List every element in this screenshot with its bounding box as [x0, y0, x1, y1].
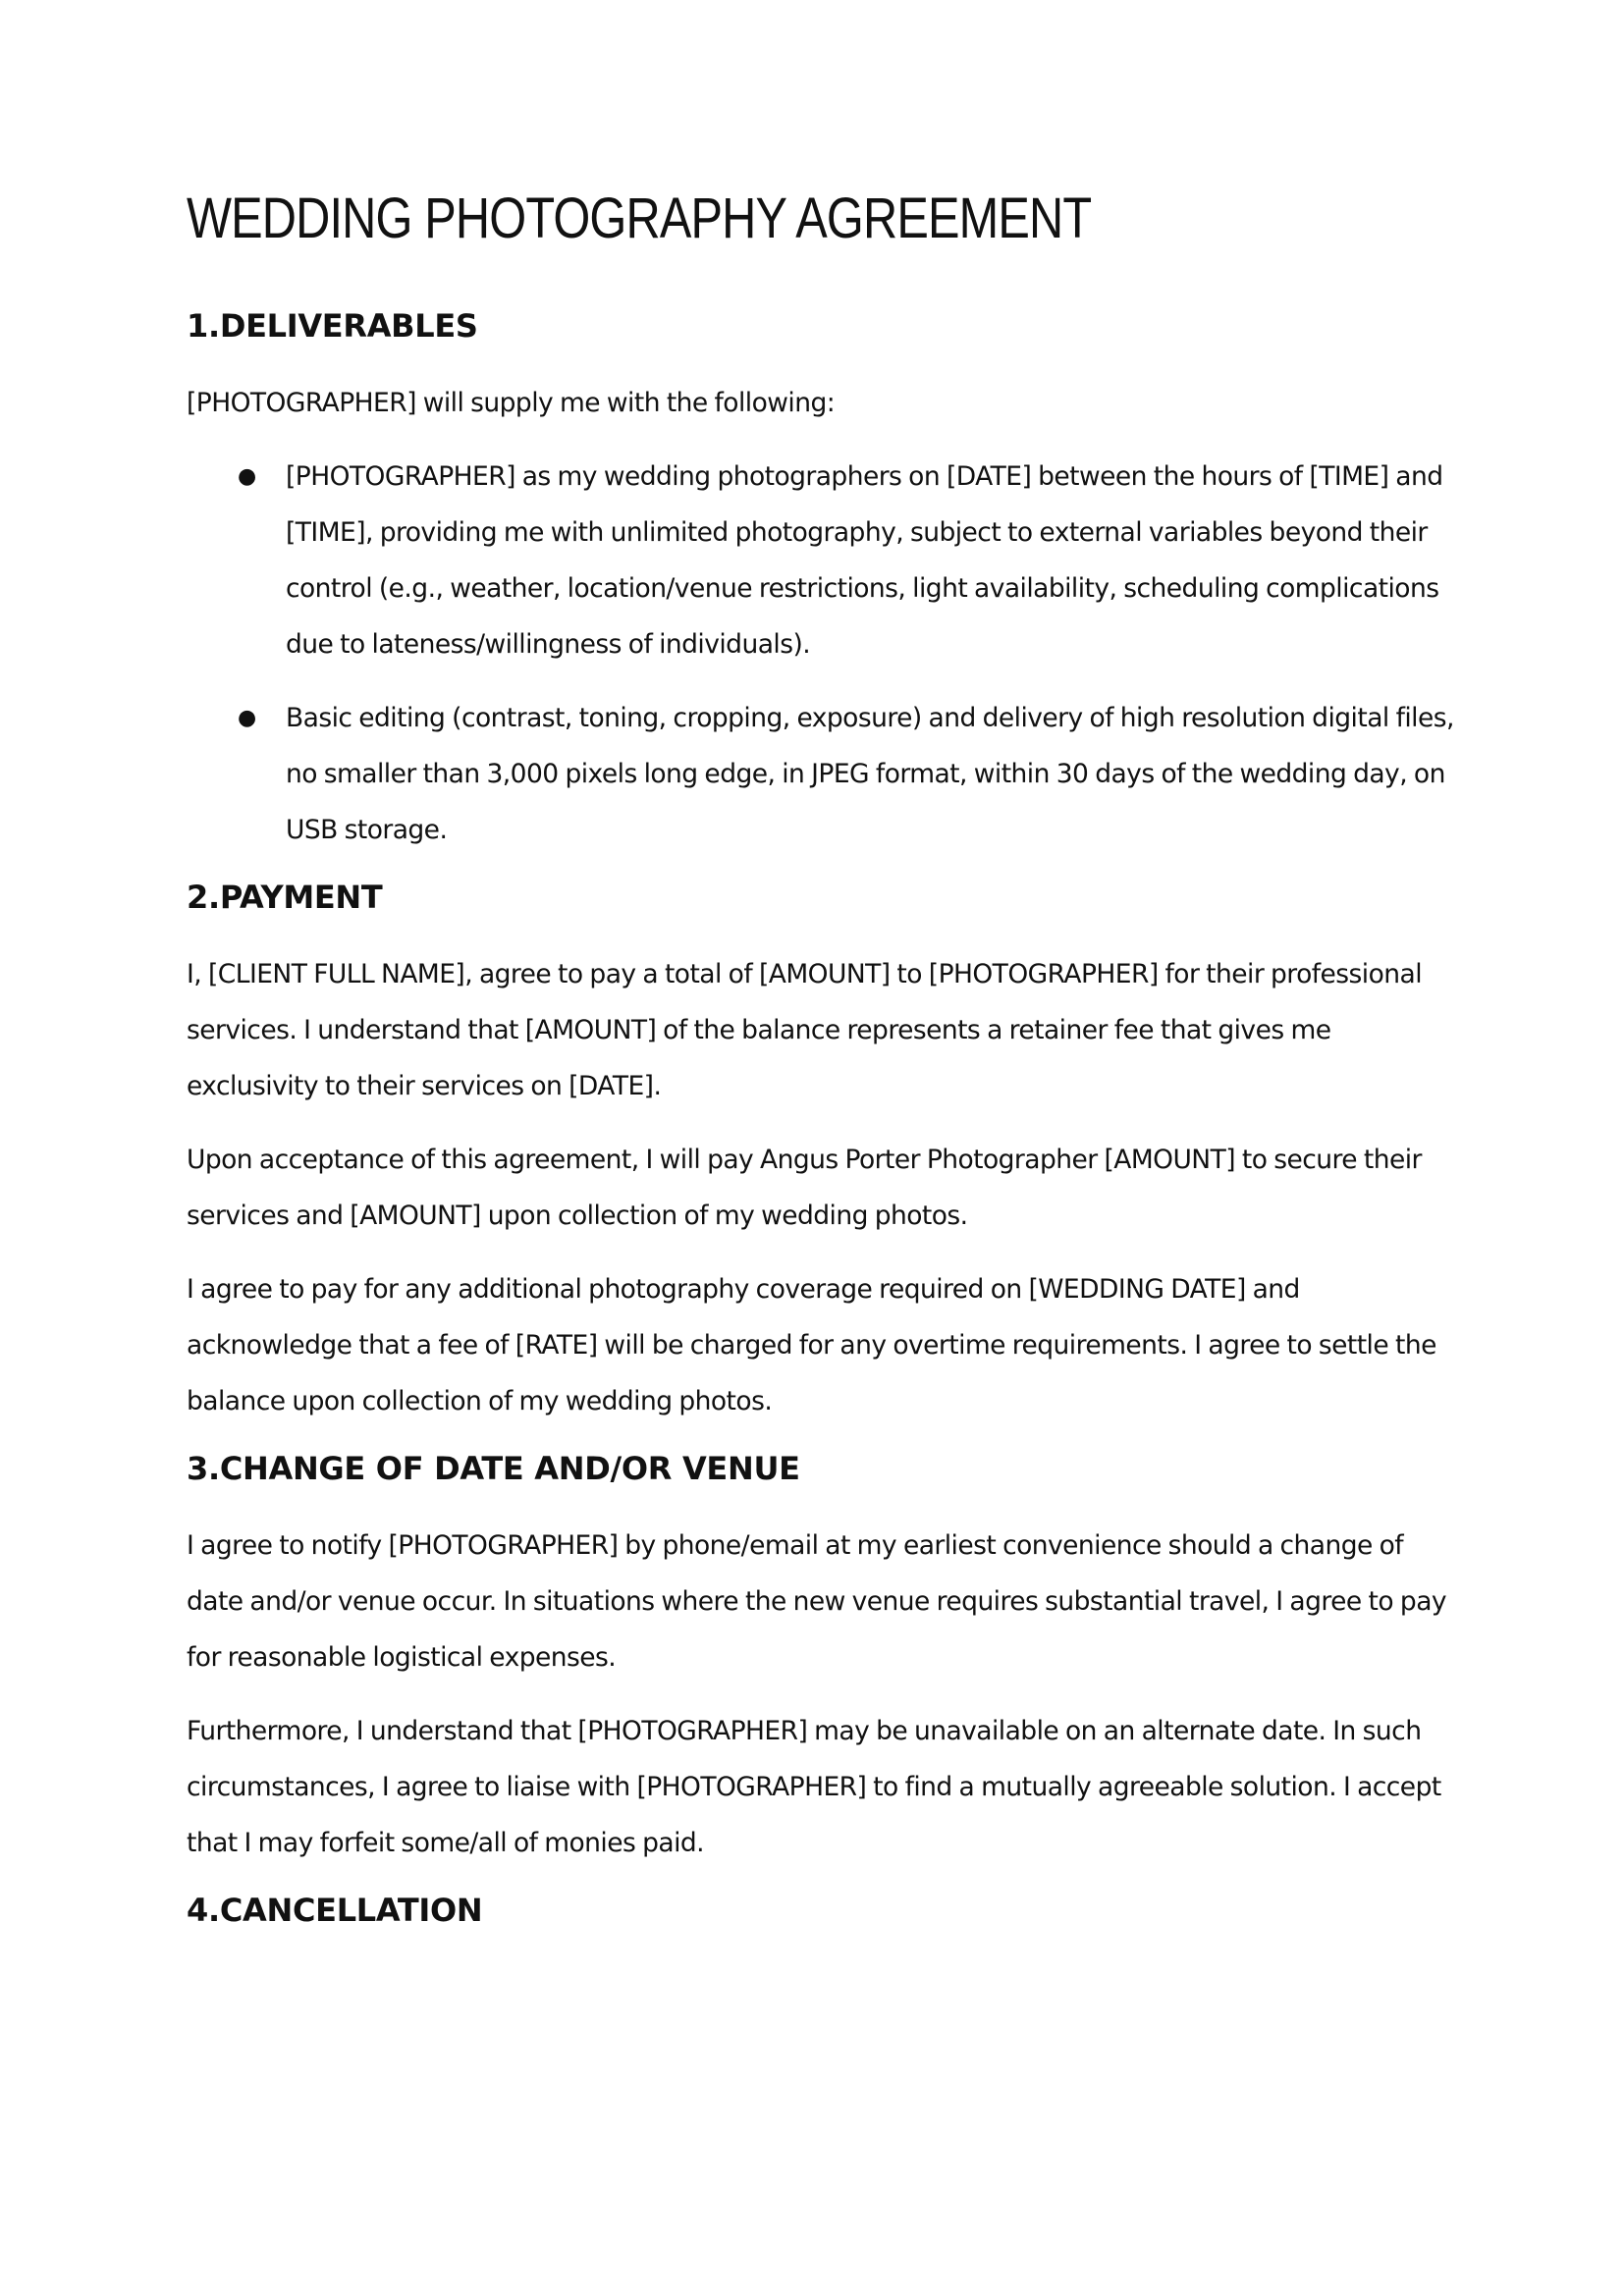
change-of-date-paragraph: I agree to notify [PHOTOGRAPHER] by phone/email at my earliest convenience should a change of date and/or venue occur. In situations where the new venue requires substantial travel, I agree to pay for reasonable logistical expenses. [187, 1530, 1447, 1673]
payment-paragraph: Upon acceptance of this agreement, I will pay Angus Porter Photographer [AMOUNT] to secure their services and [AMOUNT] upon collection of my wedding photos. [187, 1145, 1422, 1231]
document-title: WEDDING PHOTOGRAPHY AGREEMENT [187, 187, 1092, 250]
payment-paragraph: I agree to pay for any additional photography coverage required on [WEDDING DATE] and acknowledge that a fee of [RATE] will be charged for any overtime requirements. I agree to settle the balance upon collection of my wedding photos. [187, 1274, 1436, 1416]
deliverables-intro: [PHOTOGRAPHER] will supply me with the following: [187, 388, 836, 418]
section-heading-deliverables: 1.DELIVERABLES [187, 307, 478, 345]
deliverables-list [187, 449, 1463, 858]
list-item [187, 690, 1463, 858]
section-heading-change-of-date: 3.CHANGE OF DATE AND/OR VENUE [187, 1450, 800, 1487]
list-item-text: Basic editing (contrast, toning, cropping, exposure) and delivery of high resolution digital files, no smaller than 3,000 pixels long edge, in JPEG format, within 30 days of the wedding day, on USB storage. [286, 703, 1454, 845]
document-page [187, 175, 1463, 1934]
change-of-date-paragraph: Furthermore, I understand that [PHOTOGRAPHER] may be unavailable on an alternate date. In such circumstances, I agree to liaise with [PHOTOGRAPHER] to find a mutually agreeable solution. I accept that I may forfeit some/all of monies paid. [187, 1716, 1441, 1858]
list-item-text: [PHOTOGRAPHER] as my wedding photographers on [DATE] between the hours of [TIME] and [TIME], providing me with unlimited photography, subject to external variables beyond their control (e.g., weather, location/venue restrictions, light availability, scheduling complications due to lateness/willingness of individuals). [286, 461, 1443, 660]
bullet-dot-icon: ● [238, 706, 256, 730]
bullet-dot-icon: ● [238, 464, 256, 489]
payment-paragraph: I, [CLIENT FULL NAME], agree to pay a total of [AMOUNT] to [PHOTOGRAPHER] for their professional services. I understand that [AMOUNT] of the balance represents a retainer fee that gives me exclusivity to their services on [DATE]. [187, 959, 1423, 1101]
section-heading-cancellation: 4.CANCELLATION [187, 1892, 483, 1929]
section-heading-payment: 2.PAYMENT [187, 879, 383, 916]
list-item [187, 449, 1463, 672]
